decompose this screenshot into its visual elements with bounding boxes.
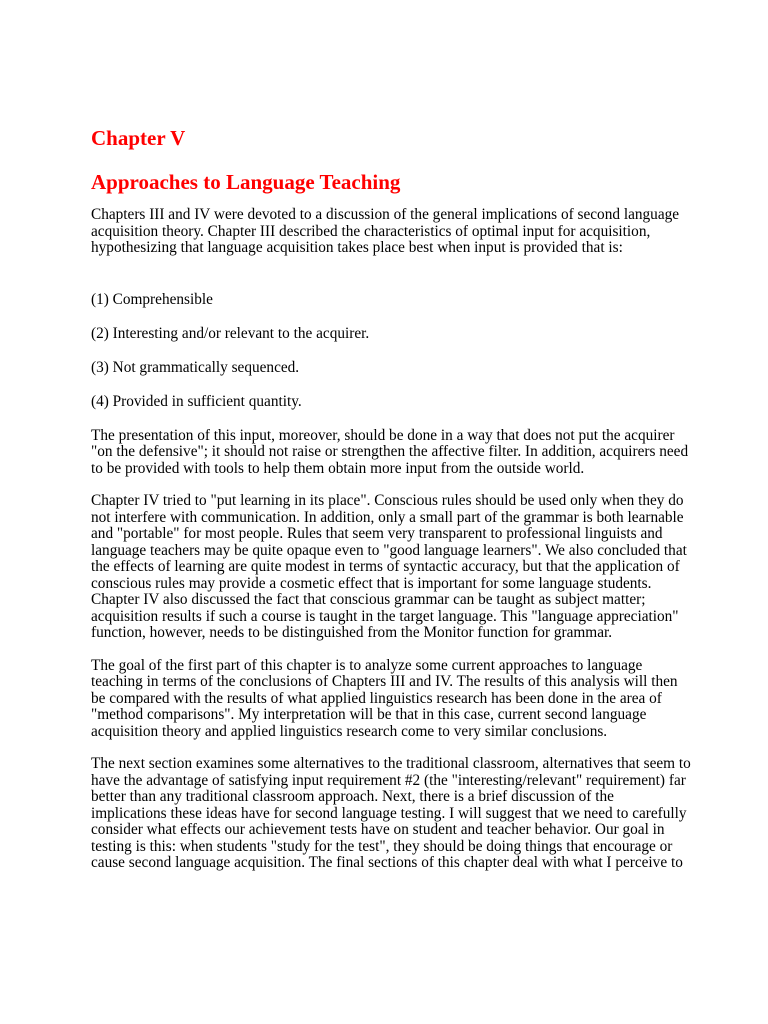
intro-paragraph: Chapters III and IV were devoted to a discussion of the general implications of second language acquisition theory. Chapter III described the characteristics of optimal input for acquisition, hypothesizing that language acquisition takes place best when input is provided that is:	[91, 206, 680, 256]
body-paragraph: The goal of the first part of this chapter is to analyze some current approaches to language teaching in terms of the conclusions of Chapters III and IV. The results of this analysis will then be compared with the results of what applied linguistics research has been done in the area of "method comparisons". My interpretation will be that in this case, current second language acquisition theory and applied linguistics research come to very similar conclusions.	[91, 656, 678, 740]
body-paragraph: Chapter IV tried to "put learning in its place". Conscious rules should be used only when they do not interfere with communication. In addition, only a small part of the grammar is both learnable and "portable" for most people. Rules that seem very transparent to professional linguists and language teachers may be quite opaque even to "good language learners". We also concluded that the effects of learning are quite modest in terms of syntactic accuracy, but that the application of conscious rules may provide a cosmetic effect that is important for some language students. Chapter IV also discussed the fact that conscious grammar can be taught as subject matter; acquisition results if such a course is taught in the target language. This "language appreciation" function, however, needs to be distinguished from the Monitor function for grammar.	[91, 492, 687, 641]
chapter-heading: Chapter V	[91, 126, 186, 150]
body-text	[91, 207, 691, 872]
body-paragraph: The next section examines some alternatives to the traditional classroom, alternatives that seem to have the advantage of satisfying input requirement #2 (the "interesting/relevant" requirement) far better than any traditional classroom approach. Next, there is a brief discussion of the implications these ideas have for second language testing. I will suggest that we need to carefully consider what effects our achievement tests have on student and teacher behavior. Our goal in testing is this: when students "study for the test", they should be doing things that encourage or cause second language acquisition. The final sections of this chapter deal with what I perceive to	[91, 755, 691, 871]
chapter-title: Approaches to Language Teaching	[91, 170, 401, 194]
list-item: (4) Provided in sufficient quantity.	[91, 392, 302, 410]
list-item: (2) Interesting and/or relevant to the acquirer.	[91, 324, 370, 342]
list-item: (3) Not grammatically sequenced.	[91, 358, 300, 376]
list-item: (1) Comprehensible	[91, 290, 213, 308]
body-paragraph: The presentation of this input, moreover, should be done in a way that does not put the acquirer "on the defensive"; it should not raise or strengthen the affective filter. In addition, acquirers need to be provided with tools to help them obtain more input from the outside world.	[91, 426, 689, 477]
